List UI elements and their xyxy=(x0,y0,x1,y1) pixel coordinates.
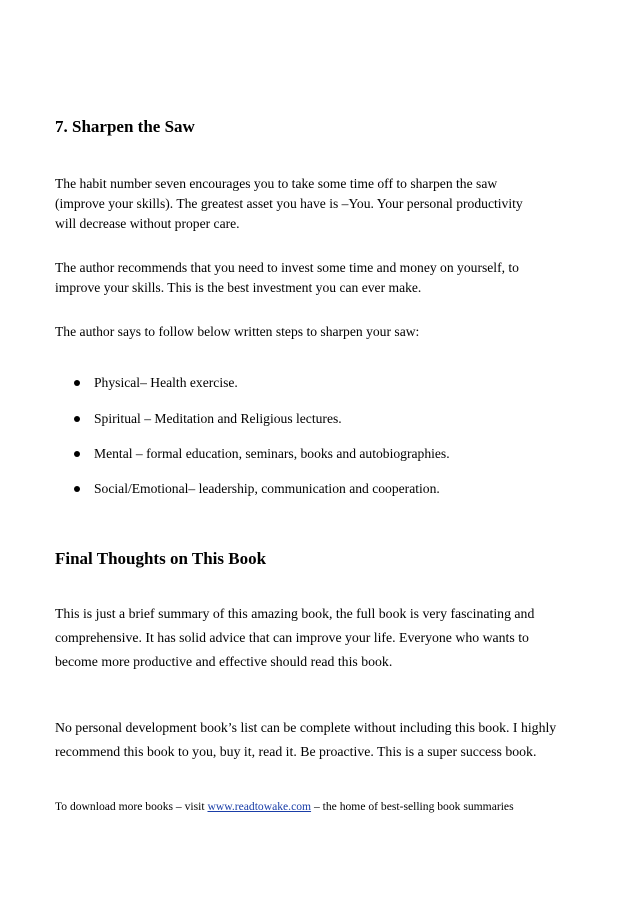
section-paragraph-3: The author says to follow below written steps to sharpen your saw: xyxy=(55,324,420,339)
footer-prefix: To download more books – visit xyxy=(55,800,208,813)
paragraph-line: become more productive and effective should read this book. xyxy=(55,654,393,669)
section-heading: 7. Sharpen the Saw xyxy=(55,117,195,136)
document-page: 7. Sharpen the Saw The habit number seven encourages you to take some time off to sharpen the saw (improve your skills). The greatest asset you have is –You. Your personal productivity will decrease without proper care. The author recommends that you need to invest some time and money on yourself, to improve your skills. This is the best investment you can ever make. The author says to follow below written steps to sharpen your saw: Physical– Health exercise. Spiritual – Meditation and Religious lectures. Mental – formal education, seminars, books and autobiographies. Social/Emotional– leadership, communication and cooperation. Final Thoughts on This Book This is just a brief summary of this amazing book, the full book is very fascinating and comprehensive. It has solid advice that can improve your life. Everyone who wants to become more productive and effective should read this book. No personal development book’s list can be complete without including this book. I highly recommend this book to you, buy it, read it. Be proactive. This is a super success book. To download more books – visit www.readtowake.com – the home of best-selling book summaries xyxy=(55,117,557,813)
paragraph-line: (improve your skills). The greatest asset you have is –You. Your personal productivity xyxy=(55,196,523,211)
paragraph-line: recommend this book to you, buy it, read it. Be proactive. This is a super success book. xyxy=(55,744,537,759)
final-paragraph-2 xyxy=(55,716,556,764)
bullet-icon xyxy=(74,486,80,492)
paragraph-line: The habit number seven encourages you to take some time off to sharpen the saw xyxy=(55,176,498,191)
final-paragraph-1 xyxy=(55,602,534,674)
bullet-icon xyxy=(74,451,80,457)
paragraph-line: improve your skills. This is the best investment you can ever make. xyxy=(55,280,422,295)
paragraph-line: will decrease without proper care. xyxy=(55,216,240,231)
footer-note xyxy=(55,799,514,815)
paragraph-line: The author recommends that you need to invest some time and money on yourself, to xyxy=(55,260,519,275)
final-thoughts-heading: Final Thoughts on This Book xyxy=(55,549,267,568)
bullet-icon xyxy=(74,416,80,422)
section-paragraph-1 xyxy=(55,174,523,234)
footer-suffix: – the home of best-selling book summaries xyxy=(311,800,514,813)
readtowake-link[interactable]: www.readtowake.com xyxy=(207,800,312,813)
paragraph-line: No personal development book’s list can be complete without including this book. I highly xyxy=(55,720,557,735)
section-paragraph-2 xyxy=(55,258,519,298)
bullet-icon xyxy=(74,380,80,386)
paragraph-line: comprehensive. It has solid advice that can improve your life. Everyone who wants to xyxy=(55,630,529,645)
paragraph-line: This is just a brief summary of this amazing book, the full book is very fascinating and xyxy=(55,606,535,621)
